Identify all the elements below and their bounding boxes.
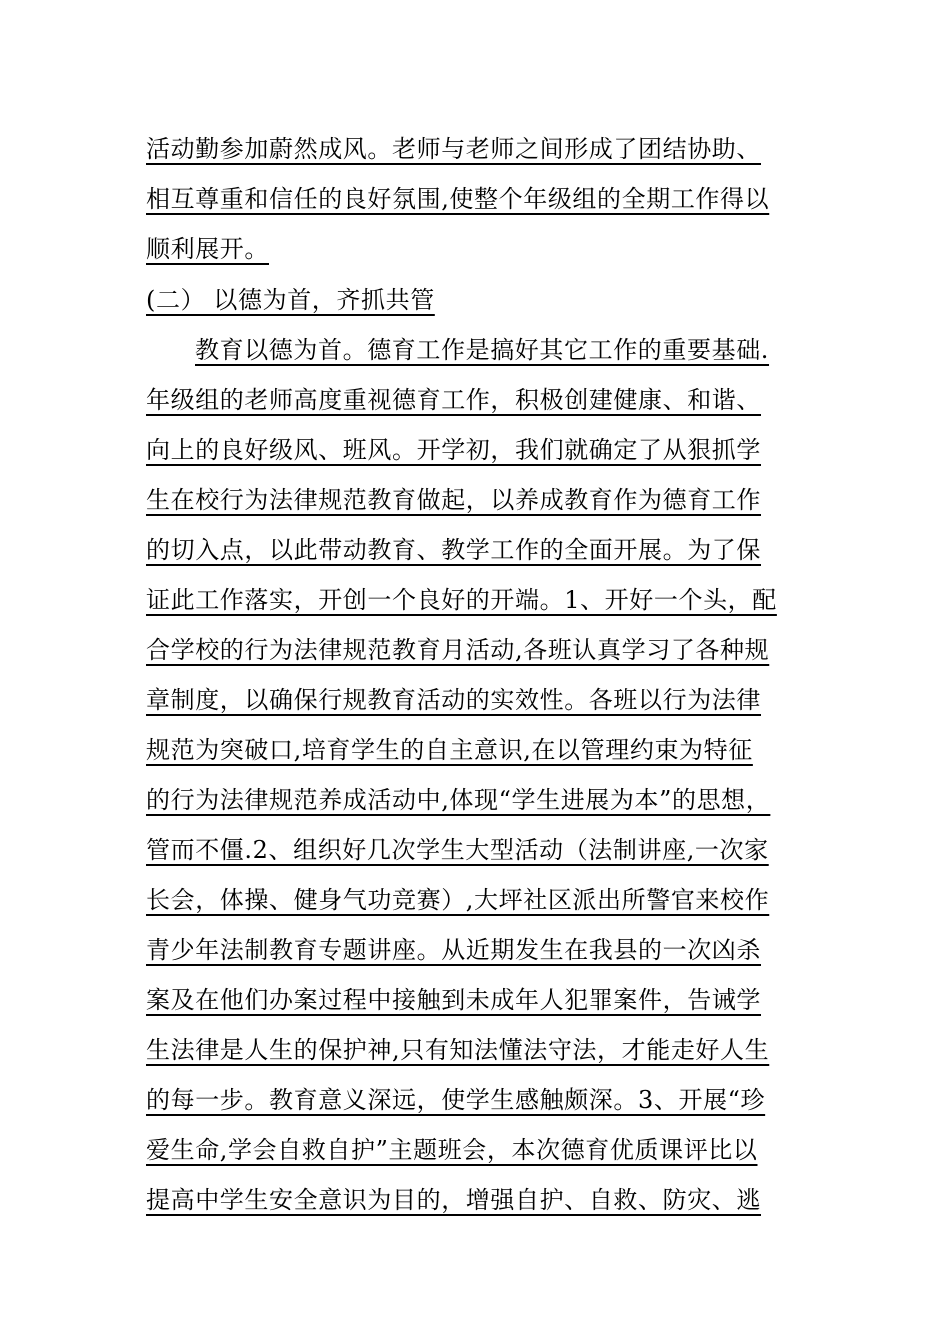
text-line-20: 的每一步。教育意义深远，使学生感触颇深。3、开展“珍 bbox=[146, 1086, 766, 1114]
text-line-9: 的切入点，以此带动教育、教学工作的全面开展。为了保 bbox=[146, 536, 761, 564]
text-line-5: 教育以德为首。德育工作是搞好其它工作的重要基础. bbox=[195, 336, 770, 364]
text-line-15: 管而不僵.2、组织好几次学生大型活动（法制讲座,一次家 bbox=[146, 836, 769, 864]
text-line-22: 提高中学生安全意识为目的，增强自护、自救、防灾、逃 bbox=[146, 1186, 761, 1214]
text-line-11: 合学校的行为法律规范教育月活动,各班认真学习了各种规 bbox=[146, 636, 770, 664]
text-line-10: 证此工作落实，开创一个良好的开端。1、开好一个头，配 bbox=[146, 586, 777, 614]
text-line-7: 向上的良好级风、班风。开学初，我们就确定了从狠抓学 bbox=[146, 436, 761, 464]
text-line-21: 爱生命,学会自救自护”主题班会，本次德育优质课评比以 bbox=[146, 1136, 758, 1164]
text-line-18: 案及在他们办案过程中接触到未成年人犯罪案件，告诫学 bbox=[146, 986, 761, 1014]
text-line-1: 活动勤参加蔚然成风。老师与老师之间形成了团结协助、 bbox=[146, 135, 761, 163]
text-line-17: 青少年法制教育专题讲座。从近期发生在我县的一次凶杀 bbox=[146, 936, 761, 964]
text-line-13: 规范为突破口,培育学生的自主意识,在以管理约束为特征 bbox=[146, 736, 753, 764]
text-line-2: 相互尊重和信任的良好氛围,使整个年级组的全期工作得以 bbox=[146, 185, 770, 213]
section-heading: (二） 以德为首，齐抓共管 bbox=[146, 286, 435, 314]
text-line-8: 生在校行为法律规范教育做起，以养成教育作为德育工作 bbox=[146, 486, 761, 514]
text-line-6: 年级组的老师高度重视德育工作，积极创建健康、和谐、 bbox=[146, 386, 761, 414]
text-line-12: 章制度，以确保行规教育活动的实效性。各班以行为法律 bbox=[146, 686, 761, 714]
text-line-16: 长会，体操、健身气功竞赛）,大坪社区派出所警官来校作 bbox=[146, 886, 770, 914]
text-line-14: 的行为法律规范养成活动中,体现“学生进展为本”的思想， bbox=[146, 786, 771, 814]
text-line-19: 生法律是人生的保护神,只有知法懂法守法，才能走好人生 bbox=[146, 1036, 770, 1064]
text-line-3: 顺利展开。 bbox=[146, 235, 269, 263]
